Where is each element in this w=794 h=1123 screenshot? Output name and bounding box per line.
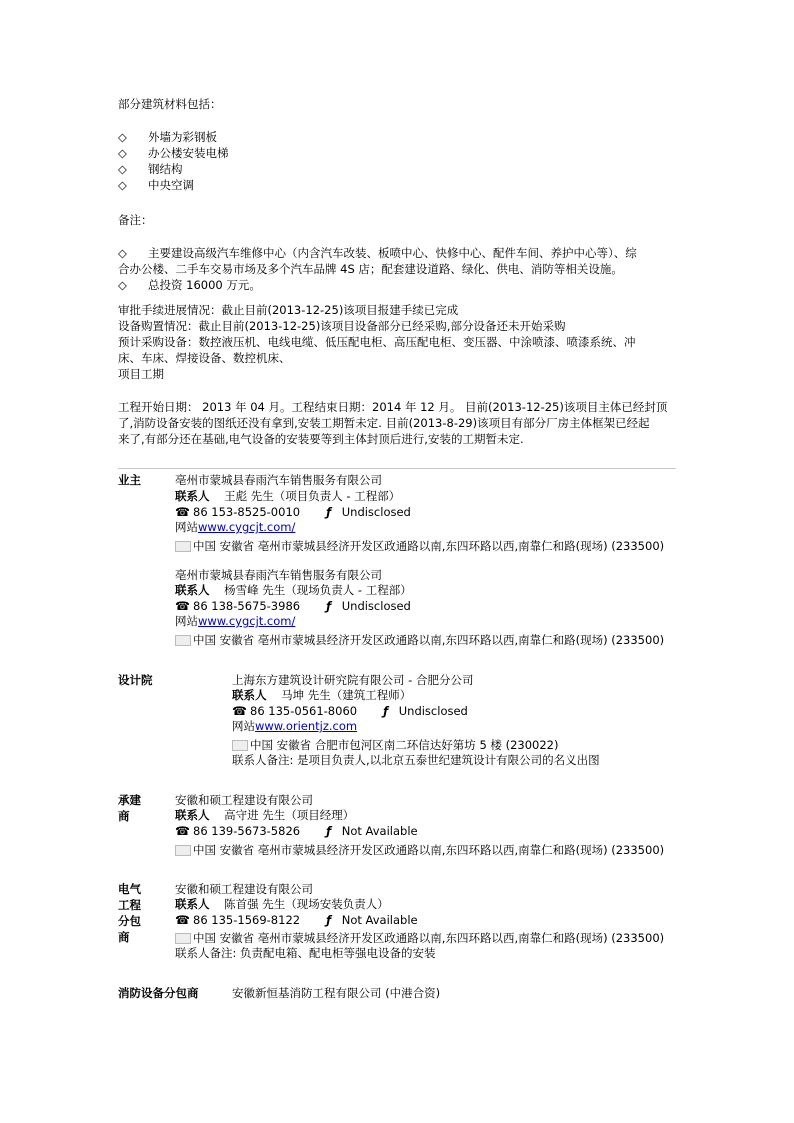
company-name: 安徽和硕工程建设有限公司 [175,882,313,896]
list-item: ◇ 外墙为彩钢板 [118,130,217,144]
contact-phone-fax: ☎ 86 135-0561-8060 ƒ Undisclosed [232,704,468,718]
fax-icon: ƒ [383,704,389,718]
list-item: ◇ 钢结构 [118,162,183,176]
contact-phone-fax: ☎ 86 139-5673-5826 ƒ Not Available [175,824,418,838]
contact-address: 中国 安徽省 亳州市蒙城县经济开发区政通路以南,东四环路以西,南靠仁和路(现场) (233500) [175,843,664,858]
contact-website: 网站www.cygcjt.com/ [175,614,296,628]
company-name: 安徽和硕工程建设有限公司 [175,793,313,807]
phone-icon: ☎ [232,704,247,718]
phone-icon: ☎ [175,824,190,838]
contact-person: 联系人 马坤 先生（建筑工程师） [232,688,412,702]
diamond-bullet-icon: ◇ [118,178,127,192]
contact-address: 中国 安徽省 合肥市包河区南二环信达好第坊 5 楼 (230022) [232,738,558,753]
planned-equipment: 预计采购设备：数控液压机、电线电缆、低压配电柜、高压配电柜、变压器、中涂喷漆、喷漆系统、冲 [118,335,636,349]
notes-investment: ◇ 总投资 16000 万元。 [118,278,261,292]
company-name: 上海东方建筑设计研究院有限公司 - 合肥分公司 [232,673,474,687]
contact-address: 中国 安徽省 亳州市蒙城县经济开发区政通路以南,东四环路以西,南靠仁和路(现场) (233500) [175,539,664,554]
role-designer: 设计院 [118,673,153,687]
contact-website: 网站www.orientjz.com [232,719,358,733]
materials-heading: 部分建筑材料包括： [118,97,222,111]
role-owner: 业主 [118,473,141,487]
contact-remark: 联系人备注: 是项目负责人,以北京五泰世纪建筑设计有限公司的名义出图 [232,753,600,767]
diamond-bullet-icon: ◇ [118,162,127,176]
role-electrical: 工程 [118,898,141,912]
list-item: ◇ 中央空调 [118,178,194,192]
diamond-bullet-icon: ◇ [118,130,127,144]
period-text: 来了,有部分还在基础,电气设备的安装要等到主体封顶后进行,安装的工期暂未定. [118,432,524,446]
contact-phone-fax: ☎ 86 135-1569-8122 ƒ Not Available [175,913,418,927]
diamond-bullet-icon: ◇ [118,146,127,160]
company-name: 安徽新恒基消防工程有限公司 (中港合资) [232,986,441,1000]
envelope-icon [175,845,191,856]
diamond-bullet-icon: ◇ [118,278,127,292]
role-electrical: 商 [118,930,130,944]
role-electrical: 分包 [118,914,141,928]
contact-phone-fax: ☎ 86 138-5675-3986 ƒ Undisclosed [175,599,411,613]
envelope-icon [175,541,191,552]
notes-heading: 备注： [118,213,153,227]
envelope-icon [175,635,191,646]
contact-website: 网站www.cygcjt.com/ [175,520,296,534]
envelope-icon [232,740,248,751]
notes-line: ◇ 主要建设高级汽车维修中心（内含汽车改装、板喷中心、快修中心、配件车间、养护中心等）、综 [118,246,637,260]
role-fire: 消防设备分包商 [118,986,199,1000]
diamond-bullet-icon: ◇ [118,246,127,260]
list-item: ◇ 办公楼安装电梯 [118,146,229,160]
period-text: 了,消防设备安装的图纸还没有拿到,安装工期暂未定. 目前(2013-8-29)该项目有部分厂房主体框架已经起 [118,416,650,430]
role-electrical: 电气 [118,882,141,896]
fax-icon: ƒ [326,824,332,838]
notes-line: 合办公楼、二手车交易市场及多个汽车品牌 4S 店；配套建设道路、绿化、供电、消防等相关设施。 [118,262,623,276]
website-link[interactable]: www.cygcjt.com/ [198,520,296,534]
contact-person: 联系人 杨雪峰 先生（现场负责人 - 工程部） [175,583,412,597]
website-link[interactable]: www.orientjz.com [255,719,358,733]
contact-address: 中国 安徽省 亳州市蒙城县经济开发区政通路以南,东四环路以西,南靠仁和路(现场) (233500) [175,633,664,648]
fax-icon: ƒ [326,599,332,613]
contact-remark: 联系人备注: 负责配电箱、配电柜等强电设备的安装 [175,946,436,960]
contact-person: 联系人 高守进 先生（项目经理） [175,808,355,822]
phone-icon: ☎ [175,913,190,927]
approval-status: 审批手续进展情况：截止目前(2013-12-25)该项目报建手续已完成 [118,303,459,317]
period-text: 工程开始日期： 2013 年 04 月。工程结束日期：2014 年 12 月。 目前(2013-12-25)该项目主体已经封顶 [118,400,668,414]
contact-person: 联系人 陈首强 先生（现场安装负责人） [175,897,389,911]
company-name: 亳州市蒙城县春雨汽车销售服务有限公司 [175,568,382,582]
contact-person: 联系人 王彪 先生（项目负责人 - 工程部） [175,489,401,503]
planned-equipment: 床、车床、焊接设备、数控机床、 [118,351,291,365]
phone-icon: ☎ [175,505,190,519]
role-contractor: 承建 [118,793,141,807]
role-contractor: 商 [118,809,130,823]
company-name: 亳州市蒙城县春雨汽车销售服务有限公司 [175,473,382,487]
divider [118,468,676,469]
phone-icon: ☎ [175,599,190,613]
fax-icon: ƒ [326,913,332,927]
envelope-icon [175,933,191,944]
purchase-status: 设备购置情况：截止目前(2013-12-25)该项目设备部分已经采购,部分设备还未开始采购 [118,319,566,333]
contact-address: 中国 安徽省 亳州市蒙城县经济开发区政通路以南,东四环路以西,南靠仁和路(现场) (233500) [175,931,664,946]
website-link[interactable]: www.cygcjt.com/ [198,614,296,628]
period-heading: 项目工期 [118,367,164,381]
contact-phone-fax: ☎ 86 153-8525-0010 ƒ Undisclosed [175,505,411,519]
fax-icon: ƒ [326,505,332,519]
